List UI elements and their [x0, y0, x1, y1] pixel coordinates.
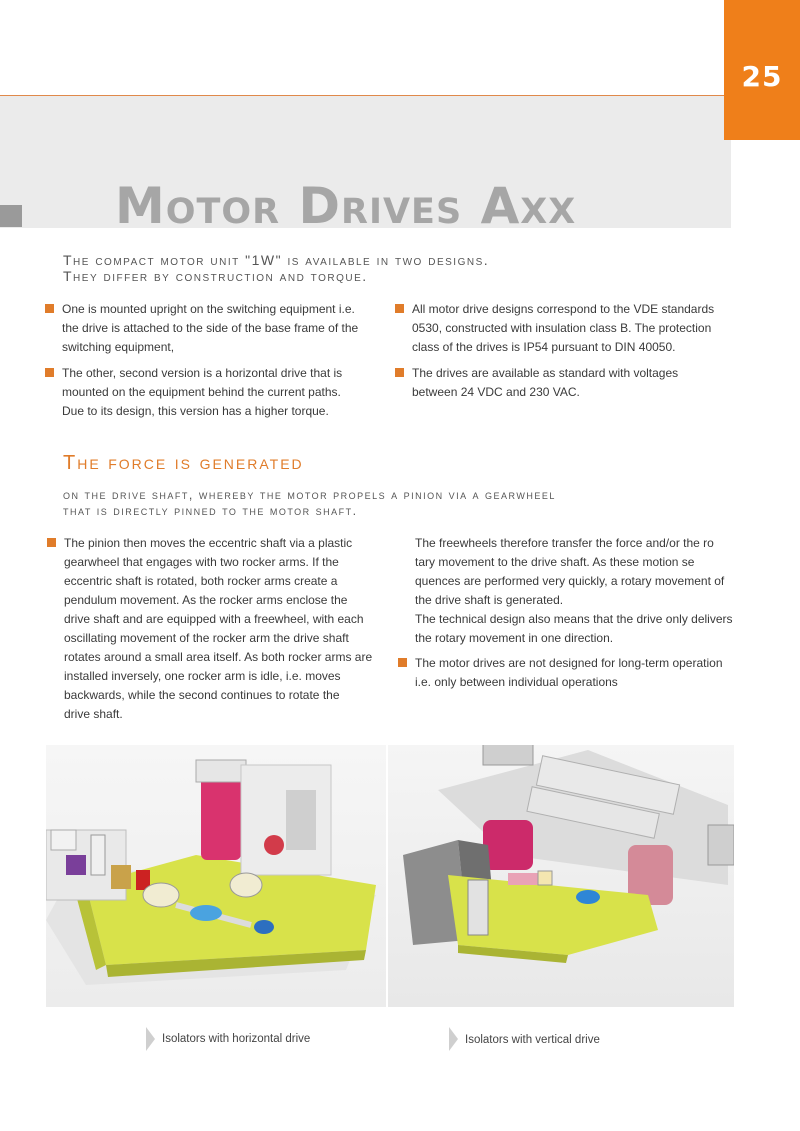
- text-line: the drive is attached to the side of the base frame of the: [62, 321, 359, 335]
- text-line: i.e. only between individual operations: [415, 675, 618, 689]
- text-line: pendulum movement. As the rocker arms enclose the: [64, 593, 348, 607]
- text-line: tary movement to the drive shaft. As these motion se: [415, 555, 695, 569]
- bullet-item: [62, 300, 382, 357]
- text-line: mounted on the equipment behind the current paths.: [62, 385, 341, 399]
- horizontal-drive-illustration: [46, 745, 386, 1007]
- text-line: Due to its design, this version has a higher torque.: [62, 404, 329, 418]
- text-line: The drives are available as standard with voltages: [412, 366, 679, 380]
- caption-vertical-drive: Isolators with vertical drive: [465, 1034, 600, 1046]
- text-line: The technical design also means that the drive only delivers: [415, 612, 733, 626]
- bullet-square: [45, 368, 54, 377]
- bullet-item: [412, 364, 742, 402]
- side-marker: [0, 205, 22, 227]
- text-line: The freewheels therefore transfer the force and/or the ro: [415, 536, 714, 550]
- text-line: eccentric shaft is rotated, both rocker arms create a: [64, 574, 338, 588]
- subtitle-line: on the drive shaft, whereby the motor propels a pinion via a gearwheel: [63, 488, 556, 502]
- text-line: gearwheel that engages with two rocker arms. If the: [64, 555, 339, 569]
- section-subtitle: [63, 487, 556, 519]
- intro-line: The compact motor unit "1W" is available in two designs.: [63, 252, 490, 268]
- text-line: All motor drive designs correspond to the VDE standards: [412, 302, 715, 316]
- bullet-square: [395, 304, 404, 313]
- bullet-item: [412, 300, 742, 357]
- text-line: 0530, constructed with insulation class B. The protection: [412, 321, 712, 335]
- bullet-item: [64, 534, 384, 724]
- text-line: drive shaft.: [64, 707, 123, 721]
- photo-horizontal-drive: [46, 745, 386, 1007]
- text-line: backwards, while the second continues to rotate the: [64, 688, 340, 702]
- intro-line: They differ by construction and torque.: [63, 268, 368, 284]
- section-heading: The force is generated: [63, 452, 304, 474]
- bullet-square: [47, 538, 56, 547]
- text-line: The pinion then moves the eccentric shaft via a plastic: [64, 536, 353, 550]
- caption-arrow-icon: [449, 1027, 458, 1051]
- text-line: class of the drives is IP54 pursuant to DIN 40050.: [412, 340, 676, 354]
- bullet-square: [398, 658, 407, 667]
- page-title: Motor Drives Axx: [115, 177, 577, 235]
- text-line: One is mounted upright on the switching equipment i.e.: [62, 302, 355, 316]
- text-line: rotates around a small area itself. As both rocker arms are: [64, 650, 373, 664]
- text-line: between 24 VDC and 230 VAC.: [412, 385, 580, 399]
- page-number: 25: [741, 60, 783, 93]
- paragraph: [415, 534, 750, 648]
- text-line: oscillating movement of the rocker arm the drive shaft: [64, 631, 349, 645]
- photo-vertical-drive: [388, 745, 734, 1007]
- text-line: the drive shaft is generated.: [415, 593, 564, 607]
- text-line: installed inversely, one rocker arm is idle, i.e. moves: [64, 669, 341, 683]
- header-rule: [0, 95, 724, 96]
- vertical-drive-illustration: [388, 745, 734, 1007]
- text-line: The other, second version is a horizontal drive that is: [62, 366, 343, 380]
- bullet-item: [62, 364, 382, 421]
- subtitle-line: that is directly pinned to the motor shaft.: [63, 504, 358, 518]
- bullet-square: [395, 368, 404, 377]
- text-line: switching equipment,: [62, 340, 175, 354]
- bullet-item: [415, 654, 750, 692]
- caption-arrow-icon: [146, 1027, 155, 1051]
- text-line: quences are performed very quickly, a rotary movement of: [415, 574, 725, 588]
- caption-horizontal-drive: Isolators with horizontal drive: [162, 1033, 311, 1045]
- text-line: The motor drives are not designed for long-term operation: [415, 656, 723, 670]
- text-line: the rotary movement in one direction.: [415, 631, 614, 645]
- intro-subtitle: [63, 252, 489, 284]
- text-line: drive shaft and are equipped with a freewheel, with each: [64, 612, 364, 626]
- bullet-square: [45, 304, 54, 313]
